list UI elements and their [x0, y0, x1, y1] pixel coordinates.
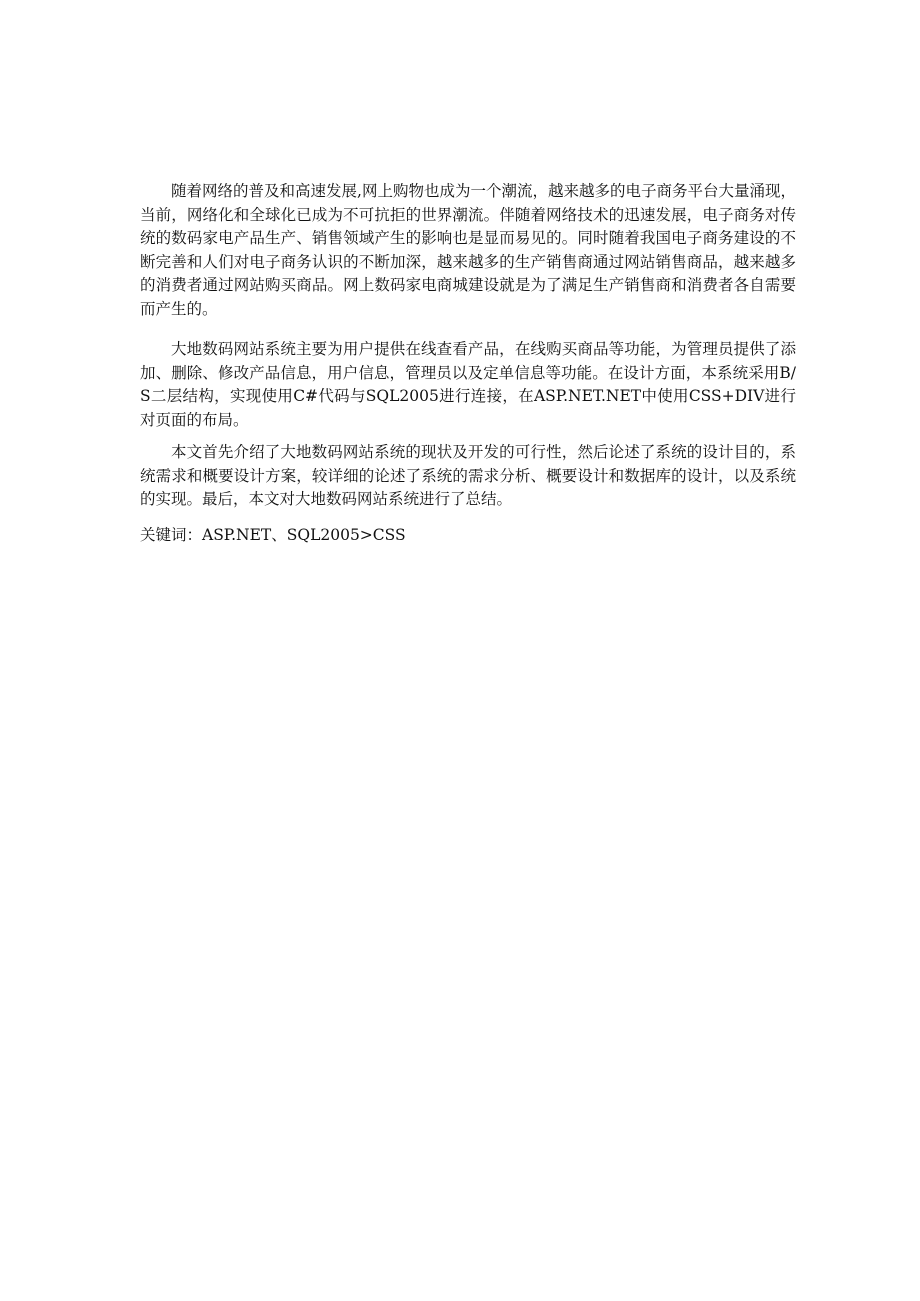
abstract-body: [140, 180, 796, 547]
keywords-line: 关键词：ASP.NET、SQL2005>CSS: [140, 525, 406, 544]
abstract-paragraph-3: 本文首先介绍了大地数码网站系统的现状及开发的可行性，然后论述了系统的设计目的，系统需求和概要设计方案，较详细的论述了系统的需求分析、概要设计和数据库的设计，以及系统的实现。最后，本文对大地数码网站系统进行了总结。: [140, 443, 796, 508]
abstract-paragraph-2: 大地数码网站系统主要为用户提供在线查看产品，在线购买商品等功能，为管理员提供了添加、删除、修改产品信息，用户信息，管理员以及定单信息等功能。在设计方面，本系统采用B/S二层结构，实现使用C#代码与SQL2005进行连接，在ASP.NET.NET中使用CSS+DIV进行对页面的布局。: [140, 340, 796, 429]
abstract-paragraph-1: 随着网络的普及和高速发展,网上购物也成为一个潮流，越来越多的电子商务平台大量涌现，当前，网络化和全球化已成为不可抗拒的世界潮流。伴随着网络技术的迅速发展，电子商务对传统的数码家电产品生产、销售领域产生的影响也是显而易见的。同时随着我国电子商务建设的不断完善和人们对电子商务认识的不断加深，越来越多的生产销售商通过网站销售商品，越来越多的消费者通过网站购买商品。网上数码家电商城建设就是为了满足生产销售商和消费者各自需要而产生的。: [140, 182, 796, 318]
